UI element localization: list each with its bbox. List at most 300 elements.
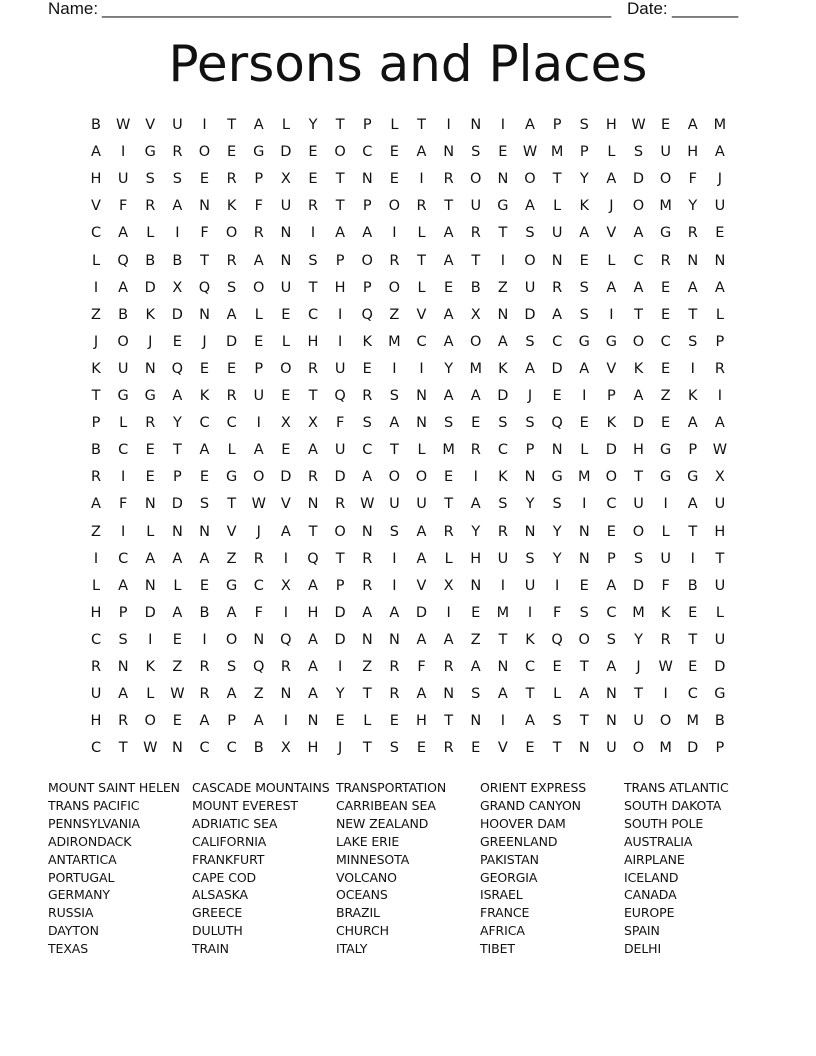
grid-letter: T [91, 388, 101, 404]
word-item: CALIFORNIA [192, 833, 267, 849]
grid-letter: W [170, 686, 185, 703]
grid-letter: K [145, 306, 155, 323]
grid-letter: V [416, 306, 427, 323]
word-item: AIRPLANE [624, 851, 685, 867]
grid-letter: R [416, 198, 427, 215]
grid-letter: A [687, 415, 698, 432]
grid-letter: E [389, 713, 399, 730]
grid-letter: D [714, 659, 726, 675]
grid-letter: E [661, 117, 671, 133]
grid-letter: G [497, 198, 509, 215]
grid-letter: Y [688, 198, 698, 215]
word-item: TIBET [480, 941, 515, 957]
grid-letter: S [199, 496, 210, 513]
grid-letter: O [117, 333, 129, 350]
grid-letter: T [335, 198, 345, 215]
grid-letter: L [553, 686, 562, 703]
grid-letter: Q [171, 360, 184, 377]
grid-letter: H [307, 604, 319, 621]
date-blank-line[interactable]: _______ [672, 0, 739, 18]
grid-letter: L [607, 144, 616, 161]
grid-letter: N [361, 171, 373, 188]
grid-letter: U [714, 577, 726, 594]
grid-letter: R [226, 252, 237, 269]
word-column-3 [336, 779, 480, 958]
grid-letter: W [360, 496, 375, 513]
grid-letter: A [525, 713, 535, 730]
grid-letter: A [497, 333, 508, 350]
grid-letter: D [280, 469, 292, 486]
grid-letter: L [254, 306, 263, 323]
grid-letter: E [661, 415, 671, 432]
grid-letter: K [579, 198, 589, 215]
grid-letter: I [500, 577, 506, 594]
word-item: LAKE ERIE [336, 833, 400, 849]
grid-letter: J [256, 523, 261, 540]
grid-letter: A [118, 279, 129, 296]
grid-letter: A [687, 496, 698, 513]
grid-letter: R [443, 523, 454, 540]
grid-letter: T [688, 523, 698, 540]
grid-letter: Q [280, 631, 292, 648]
word-item: RUSSIA [48, 905, 94, 921]
grid-letter: K [498, 469, 508, 486]
grid-letter: P [173, 469, 182, 486]
grid-letter: A [470, 388, 481, 404]
grid-letter: I [446, 604, 451, 621]
grid-letter: A [443, 306, 454, 323]
page-title: Persons and Places [168, 35, 648, 93]
grid-letter: C [90, 740, 102, 757]
grid-letter: Y [471, 523, 481, 540]
grid-letter: A [633, 225, 644, 242]
grid-letter: I [310, 225, 316, 242]
grid-letter: L [580, 442, 589, 459]
word-item: AUSTRALIA [624, 833, 693, 849]
grid-letter: P [715, 333, 725, 350]
grid-letter: U [524, 577, 536, 594]
grid-letter: O [198, 144, 211, 161]
grid-letter: P [607, 550, 616, 567]
grid-letter: Y [308, 117, 318, 133]
grid-letter: O [280, 360, 292, 377]
grid-letter: P [362, 279, 372, 296]
grid-letter: I [392, 577, 397, 594]
grid-letter: E [444, 469, 454, 486]
grid-letter: N [416, 415, 427, 432]
grid-letter: T [308, 523, 318, 540]
grid-letter: T [579, 713, 589, 730]
grid-letter: C [199, 415, 210, 432]
grid-letter: B [714, 713, 725, 730]
grid-letter: I [554, 577, 560, 594]
grid-letter: A [253, 117, 264, 133]
grid-letter: E [199, 469, 210, 486]
grid-letter: O [632, 333, 645, 350]
grid-letter: A [172, 604, 183, 621]
grid-letter: O [524, 171, 536, 188]
grid-letter: I [609, 306, 614, 323]
grid-letter: V [416, 577, 427, 594]
grid-letter: J [636, 659, 641, 675]
grid-letter: S [525, 333, 535, 350]
grid-letter: Z [91, 523, 101, 540]
grid-letter: I [663, 686, 668, 703]
grid-letter: V [226, 523, 237, 540]
grid-letter: N [361, 523, 373, 540]
grid-letter: S [525, 415, 535, 432]
grid-letter: C [90, 225, 102, 242]
grid-letter: R [145, 198, 156, 215]
grid-letter: R [280, 659, 291, 675]
grid-letter: A [443, 333, 454, 350]
grid-letter: E [199, 577, 210, 594]
grid-letter: S [118, 631, 128, 648]
grid-letter: M [469, 360, 482, 377]
grid-letter: T [579, 659, 589, 675]
grid-letter: D [687, 740, 699, 757]
grid-letter: F [661, 577, 670, 594]
grid-letter: L [173, 577, 182, 594]
grid-letter: C [118, 550, 129, 567]
word-item: GREECE [192, 905, 243, 921]
word-item: HOOVER DAM [480, 815, 566, 831]
grid-letter: S [389, 388, 399, 404]
grid-letter: T [308, 388, 318, 404]
grid-letter: H [334, 279, 346, 296]
grid-letter: T [227, 117, 237, 133]
grid-letter: G [117, 388, 129, 404]
grid-letter: I [446, 117, 451, 133]
grid-letter: H [633, 442, 644, 459]
grid-letter: U [660, 550, 671, 567]
grid-letter: O [470, 171, 482, 188]
grid-letter: V [91, 198, 101, 215]
grid-letter: I [120, 144, 126, 161]
grid-letter: B [118, 306, 129, 323]
grid-letter: X [280, 415, 291, 432]
grid-letter: B [91, 117, 101, 133]
grid-letter: J [527, 388, 533, 404]
grid-letter: A [687, 279, 698, 296]
grid-letter: K [91, 360, 101, 377]
grid-letter: I [717, 388, 723, 404]
grid-letter: O [388, 279, 401, 296]
grid-letter: R [443, 171, 454, 188]
grid-letter: P [688, 442, 698, 459]
grid-letter: L [146, 523, 155, 540]
grid-letter: T [335, 171, 345, 188]
grid-letter: F [335, 415, 345, 432]
grid-letter: D [415, 604, 428, 621]
grid-letter: Q [198, 279, 211, 296]
grid-letter: E [471, 604, 481, 621]
grid-letter: D [226, 333, 238, 350]
grid-letter: V [497, 740, 508, 757]
grid-letter: R [307, 360, 319, 377]
grid-letter: R [307, 469, 319, 486]
grid-letter: I [419, 360, 424, 377]
grid-letter: A [633, 279, 644, 296]
grid-letter: D [171, 496, 183, 513]
grid-letter: N [171, 523, 183, 540]
grid-letter: U [90, 686, 102, 703]
word-column-1 [48, 779, 192, 958]
grid-letter: U [497, 550, 509, 567]
word-item: GERMANY [48, 887, 110, 903]
grid-letter: E [715, 225, 725, 242]
grid-letter: E [308, 144, 318, 161]
grid-letter: P [715, 740, 725, 757]
grid-letter: T [308, 279, 318, 296]
grid-letter: N [551, 442, 563, 459]
grid-letter: I [500, 117, 506, 133]
grid-letter: M [713, 117, 727, 133]
grid-letter: L [553, 198, 562, 215]
grid-letter: N [144, 496, 156, 513]
grid-letter: A [579, 360, 590, 377]
grid-letter: T [227, 496, 237, 513]
grid-letter: I [202, 117, 207, 133]
grid-letter: G [687, 469, 699, 486]
grid-letter: H [90, 713, 102, 730]
grid-letter: M [496, 604, 510, 621]
grid-letter: S [389, 523, 399, 540]
grid-letter: Q [253, 659, 265, 675]
grid-letter: T [362, 740, 372, 757]
word-item: CHURCH [336, 923, 389, 939]
grid-letter: T [118, 740, 128, 757]
grid-letter: N [524, 523, 536, 540]
grid-letter: U [416, 496, 427, 513]
grid-letter: T [634, 686, 643, 703]
grid-letter: A [714, 415, 725, 432]
grid-letter: O [225, 225, 238, 242]
word-item: TRAIN [192, 941, 229, 957]
grid-letter: L [715, 306, 724, 323]
grid-letter: P [335, 252, 345, 269]
word-item: CARRIBEAN SEA [336, 797, 436, 813]
grid-letter: A [714, 144, 725, 161]
grid-letter: J [337, 740, 343, 757]
word-item: TRANSPORTATION [336, 780, 447, 795]
grid-letter: E [199, 171, 210, 188]
grid-letter: M [577, 469, 591, 486]
grid-letter: L [91, 577, 101, 594]
grid-letter: N [280, 252, 292, 269]
grid-letter: N [578, 523, 590, 540]
grid-letter: C [253, 577, 264, 594]
grid-letter: N [388, 631, 400, 648]
grid-letter: M [550, 144, 564, 161]
grid-letter: R [470, 442, 481, 459]
grid-letter: J [202, 333, 207, 350]
grid-letter: J [93, 333, 99, 350]
grid-letter: I [582, 388, 587, 404]
grid-letter: V [606, 360, 617, 377]
grid-letter: T [688, 631, 698, 648]
grid-letter: I [337, 306, 343, 323]
grid-letter: S [525, 225, 535, 242]
grid-letter: S [525, 550, 535, 567]
grid-letter: N [443, 686, 455, 703]
grid-letter: P [579, 144, 589, 161]
word-item: DELHI [624, 941, 662, 957]
grid-letter: U [633, 713, 644, 730]
grid-letter: N [199, 198, 210, 215]
grid-letter: G [605, 333, 617, 350]
grid-letter: P [227, 713, 236, 730]
grid-letter: I [582, 496, 587, 513]
grid-letter: E [416, 740, 427, 757]
grid-letter: A [525, 117, 535, 133]
grid-letter: S [362, 415, 372, 432]
grid-letter: Z [497, 279, 508, 296]
word-item: DAYTON [48, 923, 99, 939]
grid-letter: R [660, 252, 671, 269]
grid-letter: L [417, 225, 426, 242]
grid-letter: N [714, 252, 726, 269]
name-blank-line[interactable]: _______________________________________________________ [102, 0, 612, 18]
grid-letter: R [199, 659, 210, 675]
grid-letter: A [253, 713, 264, 730]
grid-letter: N [307, 496, 319, 513]
grid-letter: L [417, 442, 426, 459]
grid-letter: A [226, 604, 237, 621]
grid-letter: L [417, 279, 426, 296]
word-item: EUROPE [624, 905, 675, 921]
grid-letter: Z [389, 306, 400, 323]
grid-letter: O [253, 279, 265, 296]
grid-letter: Q [334, 388, 346, 404]
grid-letter: P [607, 388, 616, 404]
grid-letter: E [661, 360, 671, 377]
grid-letter: P [254, 360, 264, 377]
grid-letter: D [171, 306, 183, 323]
grid-letter: B [253, 740, 264, 757]
grid-letter: N [497, 171, 509, 188]
grid-letter: C [307, 306, 319, 323]
grid-letter: I [148, 631, 153, 648]
grid-letter: E [362, 360, 372, 377]
grid-letter: A [118, 686, 129, 703]
grid-letter: O [253, 469, 265, 486]
grid-letter: Z [253, 686, 264, 703]
grid-letter: S [145, 171, 155, 188]
word-item: CAPE COD [192, 869, 257, 885]
grid-letter: A [470, 659, 481, 675]
word-item: DULUTH [192, 923, 243, 939]
grid-letter: T [200, 252, 209, 269]
grid-letter: W [251, 496, 266, 513]
grid-letter: A [443, 631, 454, 648]
word-item: FRANCE [480, 905, 530, 921]
grid-letter: R [118, 713, 129, 730]
grid-letter: W [143, 740, 158, 757]
grid-letter: A [389, 415, 400, 432]
grid-letter: Z [226, 550, 237, 567]
grid-letter: U [117, 171, 129, 188]
grid-letter: J [148, 333, 153, 350]
grid-letter: L [281, 333, 290, 350]
grid-letter: A [416, 523, 427, 540]
grid-letter: L [715, 604, 724, 621]
grid-letter: R [362, 550, 373, 567]
grid-letter: L [607, 252, 616, 269]
grid-letter: T [172, 442, 182, 459]
grid-letter: F [552, 604, 562, 621]
grid-letter: Q [551, 415, 563, 432]
grid-letter: L [444, 550, 453, 567]
grid-letter: C [633, 252, 644, 269]
grid-letter: U [280, 279, 292, 296]
grid-letter: A [145, 550, 156, 567]
grid-letter: A [362, 469, 373, 486]
grid-letter: M [659, 198, 672, 215]
word-item: AFRICA [480, 923, 525, 939]
grid-letter: Z [91, 306, 101, 323]
grid-letter: W [115, 117, 131, 133]
grid-letter: S [498, 496, 508, 513]
grid-letter: G [144, 144, 156, 161]
grid-letter: A [389, 604, 400, 621]
word-item: PENNSYLVANIA [48, 815, 140, 831]
grid-letter: R [470, 225, 481, 242]
grid-letter: P [362, 117, 372, 133]
word-column-4 [480, 779, 624, 958]
grid-letter: A [443, 388, 454, 404]
grid-letter: Y [579, 171, 589, 188]
grid-letter: A [253, 252, 264, 269]
grid-letter: D [334, 604, 346, 621]
word-item: GEORGIA [480, 869, 538, 885]
grid-letter: P [118, 604, 128, 621]
grid-letter: M [632, 604, 645, 621]
grid-letter: E [172, 713, 182, 730]
grid-letter: N [361, 631, 373, 648]
grid-letter: D [280, 144, 292, 161]
grid-letter: O [659, 713, 672, 730]
grid-letter: A [579, 225, 590, 242]
grid-letter: L [119, 415, 128, 432]
grid-letter: V [280, 496, 291, 513]
grid-letter: E [552, 388, 562, 404]
grid-letter: O [388, 198, 401, 215]
grid-letter: A [497, 686, 508, 703]
grid-letter: S [498, 415, 508, 432]
grid-letter: F [254, 198, 263, 215]
word-item: BRAZIL [336, 905, 380, 921]
grid-letter: R [90, 659, 102, 675]
grid-letter: E [661, 306, 671, 323]
word-column-5 [624, 779, 768, 958]
grid-letter: E [335, 713, 345, 730]
grid-letter: U [253, 388, 265, 404]
grid-letter: N [578, 550, 590, 567]
grid-letter: J [717, 171, 723, 188]
grid-letter: A [308, 659, 318, 675]
grid-letter: D [497, 388, 509, 404]
grid-letter: S [227, 659, 237, 675]
grid-letter: S [227, 279, 237, 296]
grid-letter: M [442, 442, 455, 459]
grid-letter: K [498, 360, 508, 377]
grid-letter: E [688, 659, 698, 675]
grid-letter: L [661, 523, 670, 540]
grid-letter: U [551, 225, 563, 242]
grid-letter: G [714, 686, 726, 703]
grid-letter: V [145, 117, 156, 133]
